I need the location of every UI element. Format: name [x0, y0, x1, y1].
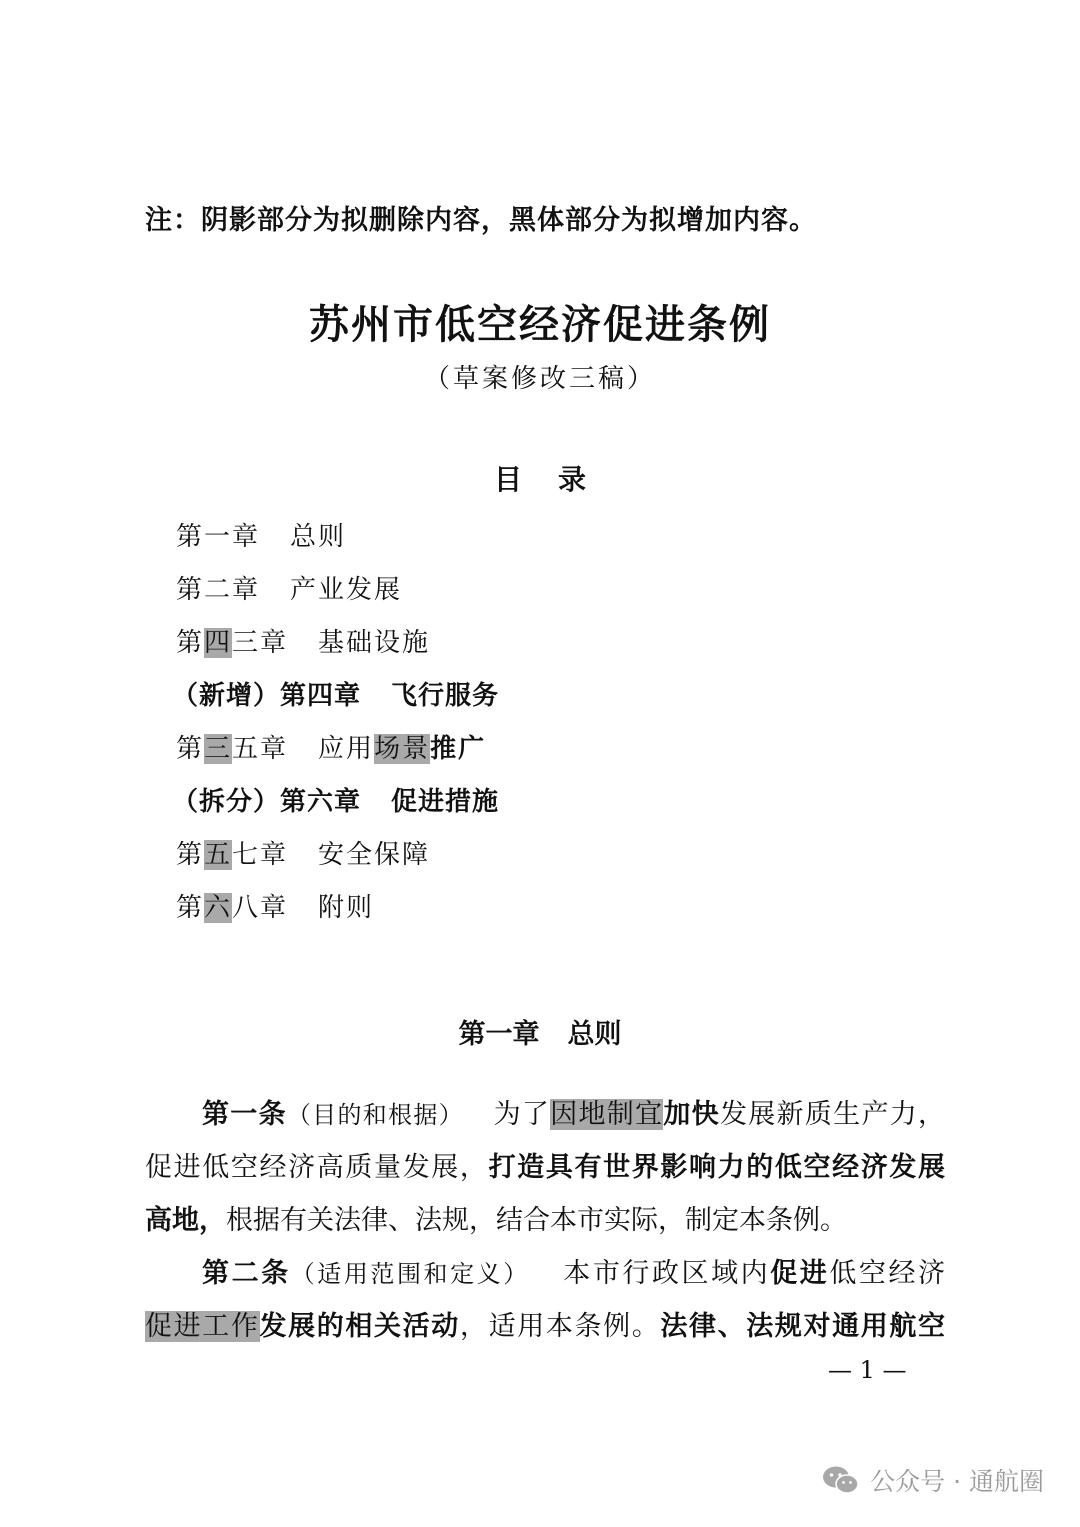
- added-text: 法律、法规对通用航空: [660, 1311, 946, 1342]
- toc-item-1: [176, 516, 346, 553]
- watermark: [822, 1462, 1044, 1498]
- toc-item-prefix: 第四章: [280, 681, 362, 711]
- added-text: 发展的相关活动: [259, 1311, 460, 1342]
- toc-item-prefix: 第六章: [280, 787, 362, 817]
- added-tag: （新增）: [172, 681, 281, 711]
- chapter-heading: [0, 1012, 1080, 1051]
- toc-item-name: 附则: [318, 893, 375, 923]
- toc-item-name: 安全保障: [318, 840, 431, 870]
- added-text: 打造具有世界影响力的低空经济发展: [488, 1152, 946, 1183]
- added-tag: （拆分）: [172, 787, 281, 817]
- article-text: 促进低空经济高质量发展，: [145, 1152, 489, 1183]
- article-2-line-1: [202, 1251, 945, 1290]
- toc-item-prefix: 第一章: [176, 522, 261, 552]
- toc-item-5: [176, 728, 486, 765]
- article-text: 本市行政区域内: [563, 1258, 771, 1289]
- toc-heading-a: 目: [493, 463, 522, 496]
- article-text: ，适用本条例。: [459, 1311, 661, 1342]
- toc-item-prefix-end: 八章: [232, 893, 289, 923]
- toc-item-prefix-start: 第: [176, 893, 205, 923]
- revision-note: 注：阴影部分为拟删除内容，黑体部分为拟增加内容。: [145, 205, 817, 236]
- deleted-text: 五: [204, 840, 233, 870]
- watermark-text: 公众号 · 通航圈: [870, 1467, 1044, 1496]
- page-number: — 1 —: [828, 1356, 907, 1384]
- article-subtitle: （目的和根据）: [286, 1101, 464, 1129]
- toc-item-name: 应用: [318, 734, 375, 764]
- toc-item-4: [172, 675, 499, 712]
- toc-heading: [0, 458, 1080, 498]
- toc-item-prefix-end: 七章: [232, 840, 289, 870]
- chapter-number: 第一章: [458, 1019, 540, 1050]
- toc-item-name: 促进措施: [391, 787, 500, 817]
- deleted-text: 三: [204, 734, 233, 764]
- article-label: 第一条: [202, 1099, 287, 1130]
- article-text: 发展新质生产力，: [719, 1099, 946, 1130]
- toc-item-2: [176, 569, 402, 606]
- article-text: 低空经济: [829, 1258, 946, 1289]
- chapter-name: 总则: [567, 1019, 622, 1050]
- toc-item-7: [176, 834, 430, 871]
- toc-item-prefix-start: 第: [176, 628, 205, 658]
- toc-item-prefix-start: 第: [176, 734, 205, 764]
- article-1-line-3: [145, 1198, 945, 1237]
- article-2-line-2: [145, 1304, 945, 1343]
- toc-item-name: 产业发展: [290, 575, 403, 605]
- added-text: 加快: [663, 1099, 720, 1130]
- toc-item-prefix: 第二章: [176, 575, 261, 605]
- toc-item-name: 飞行服务: [391, 681, 500, 711]
- article-label: 第二条: [202, 1258, 291, 1289]
- wechat-icon: [822, 1465, 860, 1495]
- toc-item-prefix-start: 第: [176, 840, 205, 870]
- toc-item-6: [172, 781, 499, 818]
- deleted-text: 六: [204, 893, 233, 923]
- toc-heading-b: 录: [558, 463, 587, 496]
- added-text: 推广: [430, 734, 487, 764]
- deleted-text: 因地制宜: [550, 1099, 664, 1130]
- deleted-text: 四: [204, 628, 233, 658]
- document-title: 苏州市低空经济促进条例: [309, 301, 771, 348]
- toc-item-prefix-end: 三章: [232, 628, 289, 658]
- article-text: 为了: [493, 1099, 551, 1130]
- toc-item-name: 总则: [290, 522, 347, 552]
- toc-item-3: [176, 622, 430, 659]
- toc-item-name: 基础设施: [318, 628, 431, 658]
- document-subtitle: （草案修改三稿）: [423, 364, 656, 394]
- added-text: 高地，: [145, 1205, 226, 1236]
- deleted-text: 促进工作: [145, 1311, 260, 1342]
- toc-item-prefix-end: 五章: [232, 734, 289, 764]
- article-subtitle: （适用范围和定义）: [290, 1260, 530, 1288]
- article-text: 根据有关法律、法规，结合本市实际，制定本条例。: [226, 1205, 847, 1236]
- deleted-text: 场景: [374, 734, 431, 764]
- added-text: 促进: [770, 1258, 830, 1289]
- toc-item-8: [176, 887, 374, 924]
- article-1-line-1: [202, 1092, 945, 1131]
- article-1-line-2: [145, 1145, 945, 1184]
